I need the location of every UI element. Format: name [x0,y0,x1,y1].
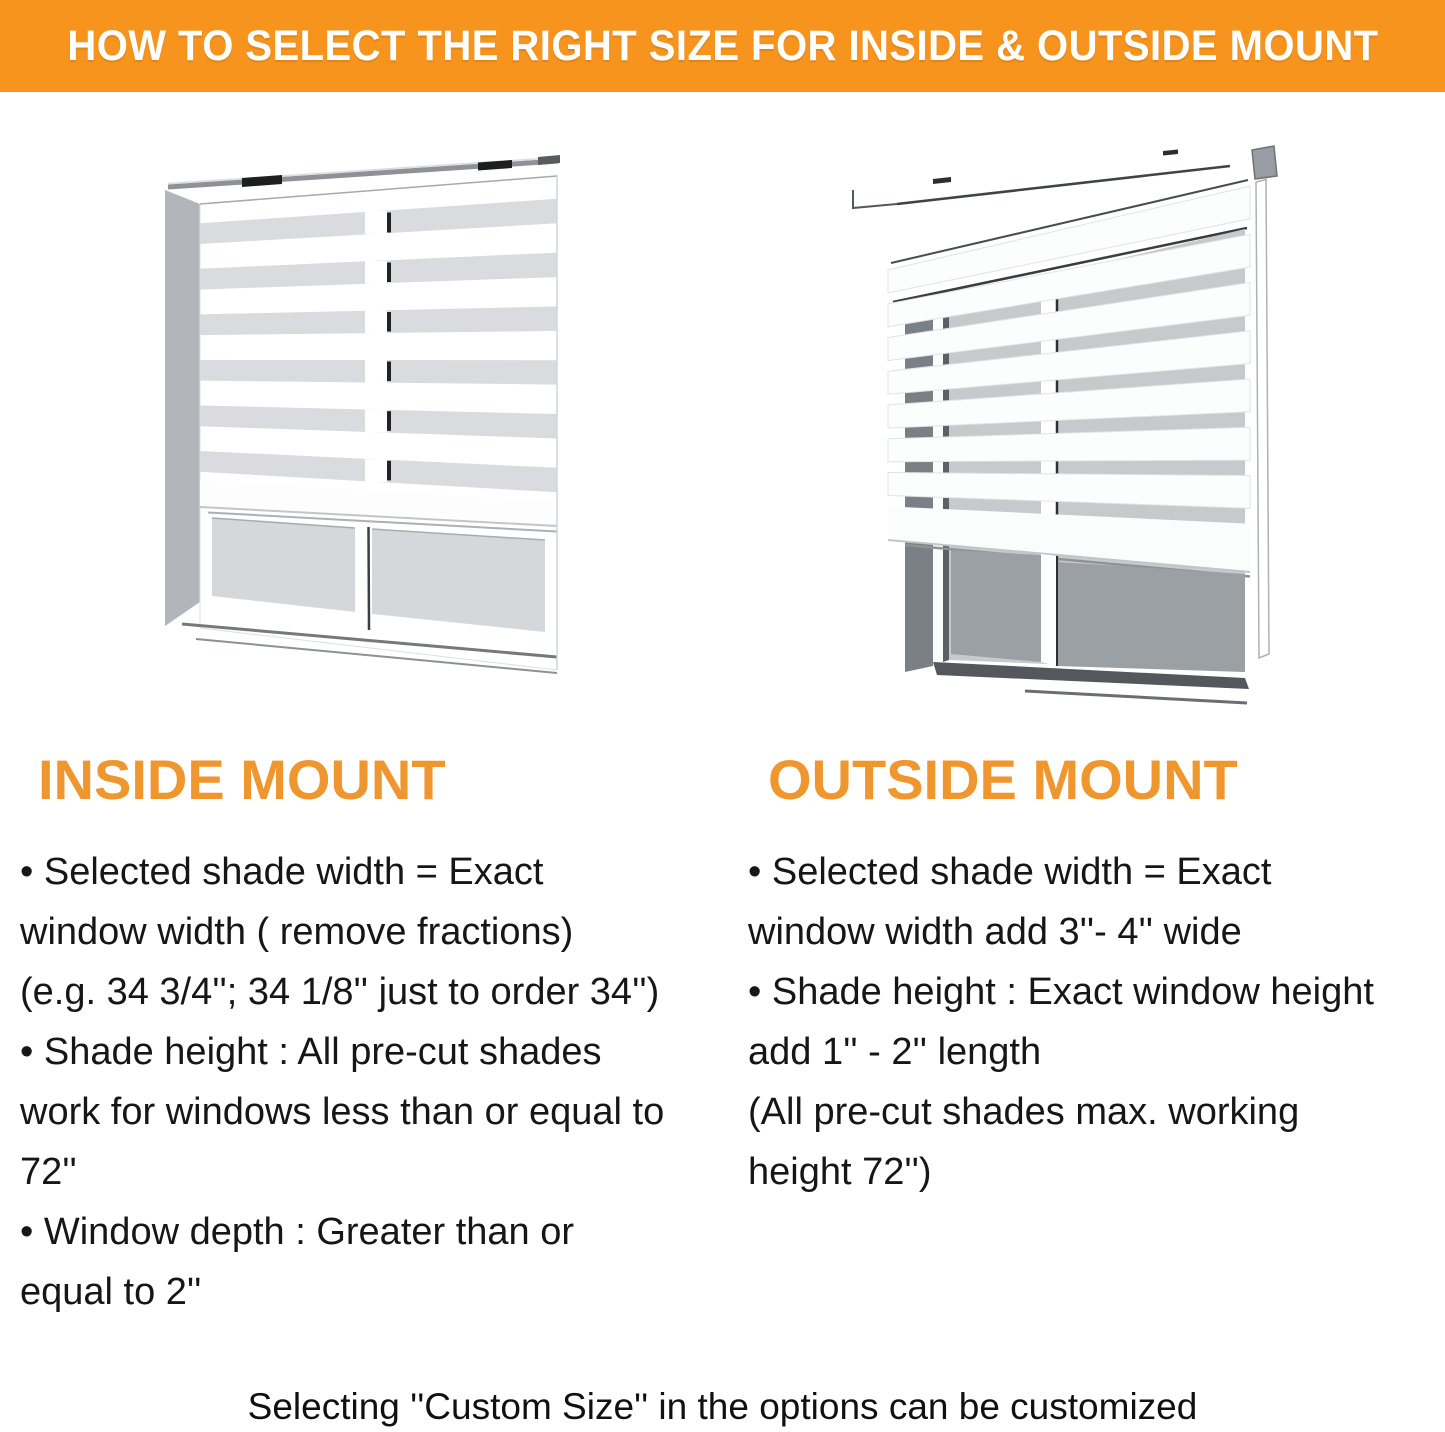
outside-mount-line: window width add 3''- 4'' wide [748,911,1242,953]
inside-mount-line: equal to 2'' [20,1271,202,1313]
banner-title: HOW TO SELECT THE RIGHT SIZE FOR INSIDE & OUTSIDE MOUNT [66,21,1379,70]
inside-mount-heading: INSIDE MOUNT [38,748,446,811]
mount-bracket [1252,146,1277,179]
inside-mount-line: 72'' [20,1151,77,1193]
side-rail [1256,180,1269,659]
footer-note: Selecting ''Custom Size'' in the options can be customized [247,1386,1198,1427]
outside-mount-line: (All pre-cut shades max. working [748,1091,1300,1133]
outside-mount-line: • Selected shade width = Exact [748,851,1272,893]
inside-mount-line: work for windows less than or equal to [20,1091,665,1133]
inside-mount-line: • Window depth : Greater than or [20,1211,575,1253]
outside-mount-illustration [845,142,1285,717]
outside-mount-line: add 1'' - 2'' length [748,1031,1042,1073]
inside-mount-illustration [150,140,570,685]
outside-mount-text [748,842,1438,1202]
wall-mount-marks [853,150,1230,209]
inside-mount-line: window width ( remove fractions) [20,911,574,953]
inside-mount-line: • Selected shade width = Exact [20,851,544,893]
inside-mount-text [20,842,730,1322]
outside-mount-line: height 72'') [748,1151,932,1193]
outside-mount-line: • Shade height : Exact window height [748,971,1374,1013]
inside-mount-line: (e.g. 34 3/4''; 34 1/8'' just to order 34'') [20,971,660,1013]
outside-mount-heading: OUTSIDE MOUNT [768,748,1238,811]
inside-mount-line: • Shade height : All pre-cut shades [20,1031,602,1073]
banner [0,0,1445,92]
window-glass-lower [933,550,1249,703]
